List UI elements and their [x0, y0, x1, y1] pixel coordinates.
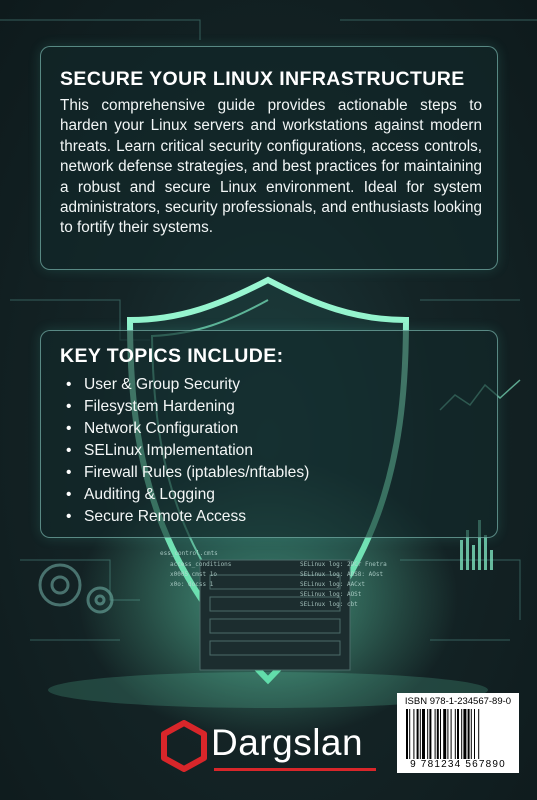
bullet-icon: •: [66, 398, 72, 415]
isbn-label: ISBN 978-1-234567-89-0: [404, 696, 512, 707]
topics-list: [66, 374, 309, 528]
bullet-icon: •: [66, 442, 72, 459]
bullet-icon: •: [66, 508, 72, 525]
book-description: This comprehensive guide provides actionable steps to harden your Linux servers and workstations against modern threats. Learn critical security configurations, access controls, network defense strategies, and best practices for maintaining a robust and secure Linux environment. Ideal for system administrators, security professionals, and enthusiasts looking to fortify their systems.: [60, 97, 482, 237]
svg-text:SELinux log: AACxt: SELinux log: AACxt: [300, 581, 366, 588]
list-item: • Firewall Rules (iptables/nftables): [66, 462, 309, 484]
list-item: • User & Group Security: [66, 374, 309, 396]
topics-heading: KEY TOPICS INCLUDE:: [60, 345, 284, 367]
logo-underline: [214, 768, 376, 771]
cover-title: SECURE YOUR LINUX INFRASTRUCTURE: [60, 68, 465, 90]
svg-text:SELinux log: 2DCr Fnetra: SELinux log: 2DCr Fnetra: [300, 561, 387, 568]
list-item: • Secure Remote Access: [66, 506, 309, 528]
bullet-icon: •: [66, 486, 72, 503]
bullet-icon: •: [66, 420, 72, 437]
svg-text:access_conditions: access_conditions: [170, 561, 232, 568]
list-item: • Network Configuration: [66, 418, 309, 440]
barcode-number: 9 781234 567890: [410, 759, 506, 770]
bullet-icon: •: [66, 376, 72, 393]
publisher-name: Dargslan: [211, 722, 364, 763]
list-item: • Auditing & Logging: [66, 484, 309, 506]
svg-text:SELinux log: cbt: SELinux log: cbt: [300, 601, 358, 608]
svg-text:SELinux log: AOSt: SELinux log: AOSt: [300, 591, 362, 598]
svg-text:SELinux log: AOS8: AOst: SELinux log: AOS8: AOst: [300, 571, 384, 578]
bullet-icon: •: [66, 464, 72, 481]
svg-text:ess_control.cmts: ess_control.cmts: [160, 550, 218, 557]
svg-text:x0o: docss 1: x0o: docss 1: [170, 581, 214, 588]
isbn-barcode-box: [397, 693, 519, 773]
svg-text:x0005 cmst 1o: x0005 cmst 1o: [170, 571, 217, 578]
barcode-icon: [405, 709, 511, 759]
list-item: • SELinux Implementation: [66, 440, 309, 462]
list-item: • Filesystem Hardening: [66, 396, 309, 418]
hexagon-logo-icon: [160, 720, 208, 772]
